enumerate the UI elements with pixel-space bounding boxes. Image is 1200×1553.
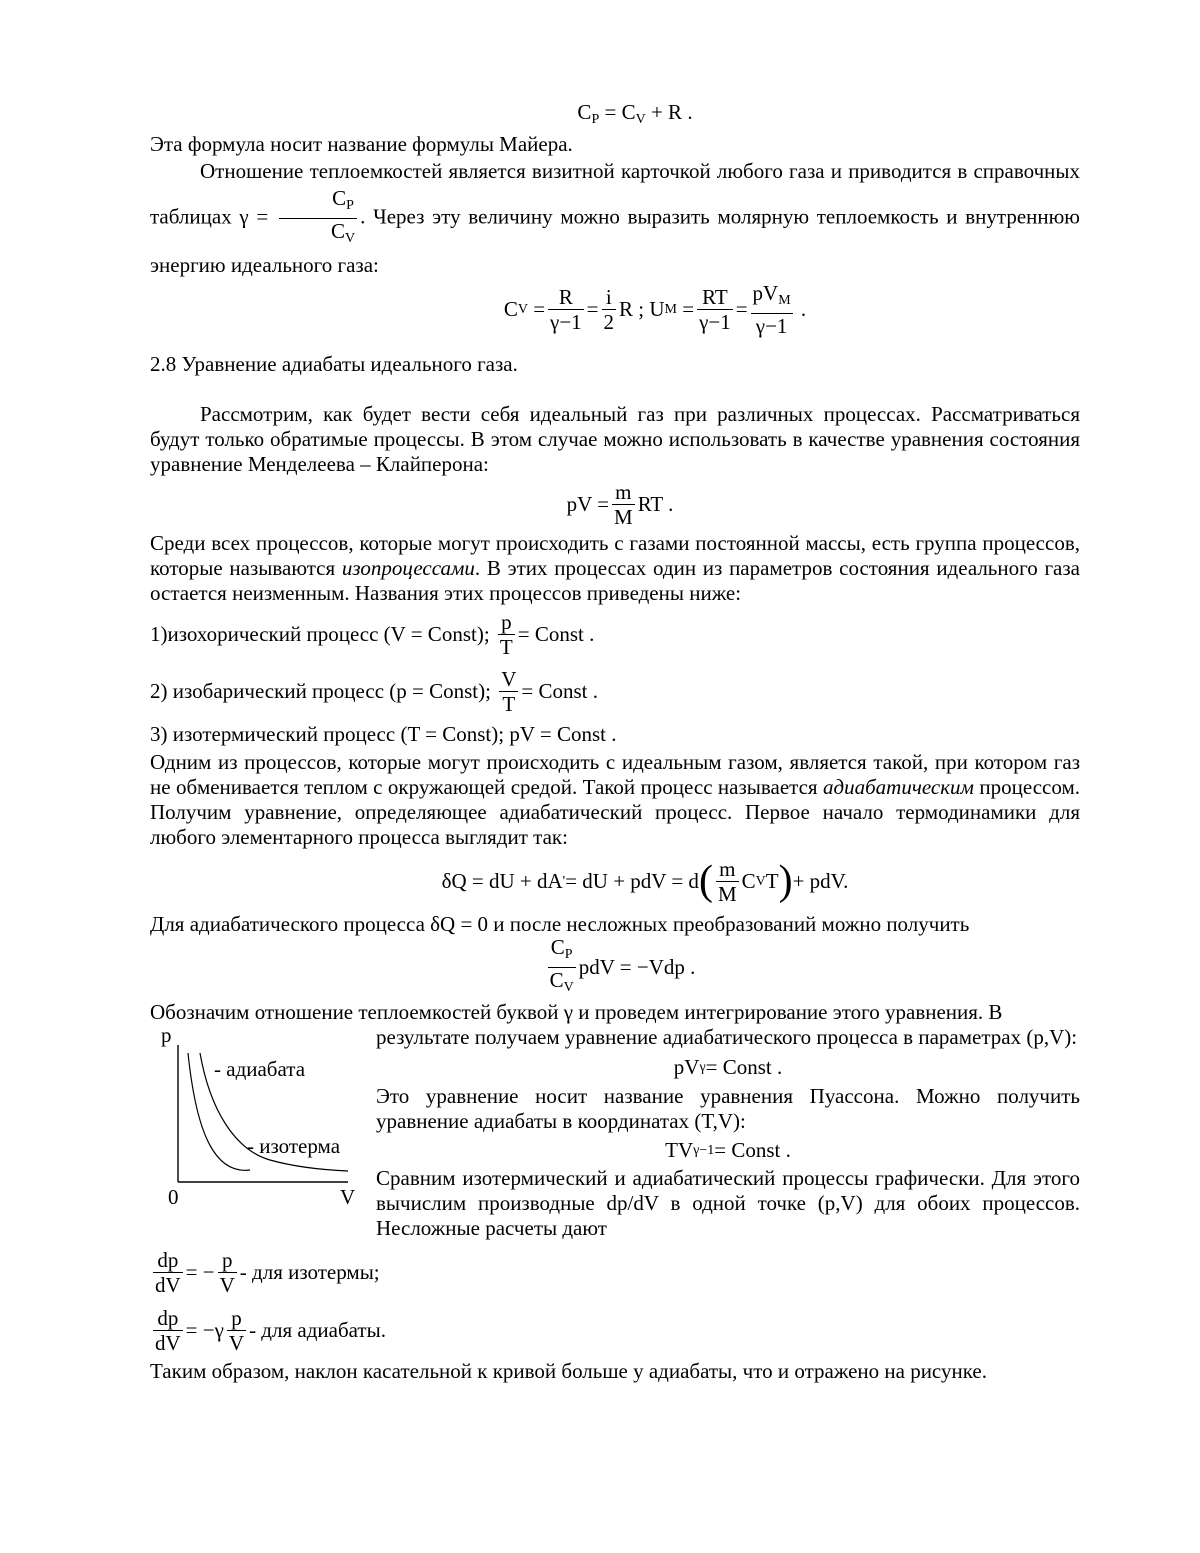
isothermal-line: 3) изотермический процесс (T = Const); pV = Const .: [150, 722, 617, 746]
adiabatic-paragraph: Одним из процессов, которые могут происходить с идеальным газом, является такой, при котором газ не обменивается теплом с окружающей средой. Такой процесс называется адиабатическим процессом. Получим уравнение, определяющее адиабатический процесс. Первое начало термодинамики для любого элементарного процесса выглядит так:: [150, 750, 1080, 849]
mayer-paragraph: Эта формула носит название формулы Майера.: [150, 132, 573, 156]
figure-row: [150, 1025, 1080, 1241]
tv-equation: TV γ−1 = Const .: [665, 1137, 791, 1162]
final-paragraph: Таким образом, наклон касательной к кривой больше у адиабаты, что и отражено на рисунке.: [150, 1359, 987, 1383]
isotherm-label: - изотерма: [247, 1134, 341, 1158]
poisson-paragraph: Это уравнение носит название уравнения Пуассона. Можно получить уравнение адиабаты в координатах (T,V):: [376, 1084, 1080, 1133]
isochoric-line: 1)изохорический процесс (V = Const); $\frac{p}{T}$ = Const .: [150, 610, 595, 659]
origin-label: 0: [168, 1185, 179, 1209]
v-axis-label: V: [340, 1185, 356, 1209]
poisson-equation: pV γ = Const .: [673, 1054, 783, 1079]
isoprocess-paragraph: Среди всех процессов, которые могут происходить с газами постоянной массы, есть группа процессов, которые называются изопроцессами. В этих процессах один из параметров состояния идеального газа остается неизменным. Названия этих процессов приведены ниже:: [150, 531, 1080, 605]
gamma-integration-paragraph: Обозначим отношение теплоемкостей буквой γ и проведем интегрирование этого уравнения. В: [150, 1000, 1003, 1024]
mendeleev-equation: pV = $\frac{m}{M}$ RT .: [566, 479, 674, 529]
pv-figure: [150, 1025, 376, 1215]
page-content: [150, 100, 1080, 1384]
p-axis-label: p: [161, 1023, 172, 1047]
section-title: 2.8 Уравнение адиабаты идеального газа.: [150, 352, 518, 376]
isotherm-derivative: $\frac{dp}{dV}$ = − $\frac{p}{V}$ - для изотермы;: [155, 1247, 380, 1297]
adiabat-derivative: $\frac{dp}{dV}$ = −γ $\frac{p}{V}$ - для адиабаты.: [155, 1305, 386, 1355]
first-law-equation: δQ = dU + dA ' = dU + pdV = d ( $\frac{m}{M}$ C V T ) + pdV.: [441, 856, 849, 906]
result-paragraph: результате получаем уравнение адиабатического процесса в параметрах (p,V):: [376, 1025, 1078, 1049]
adiabat-label: - адиабата: [214, 1057, 306, 1081]
isobaric-line: 2) изобарический процесс (p = Const); $\frac{V}{T}$ = Const .: [150, 667, 598, 716]
differential-equation: $\frac{C_P}{C_V}$ pdV = −Vdp .: [549, 934, 696, 995]
after-paragraph: Для адиабатического процесса δQ = 0 и после несложных преобразований можно получить: [150, 912, 970, 936]
consider-paragraph: Рассмотрим, как будет вести себя идеальный газ при различных процессах. Рассматриваться будут только обратимые процессы. В этом случае можно использовать в качестве уравнения состояния уравнение Менделеева – Клайперона:: [150, 402, 1080, 476]
right-column: [376, 1025, 1080, 1241]
gamma-paragraph: Отношение теплоемкостей является визитной карточкой любого газа и приводится в справочных таблицах γ = $\frac{C_P}{C_V}$ . Через эту величину можно выразить молярную теплоемкость и внутреннюю энергию идеального газа:: [150, 159, 1080, 277]
compare-paragraph: Сравним изотермический и адиабатический процессы графически. Для этого вычислим производные dp/dV в одной точке (p,V) для обоих процессов. Несложные расчеты дают: [376, 1166, 1080, 1240]
gamma-fraction: $\frac{C_P}{C_V}$: [279, 186, 357, 251]
mayer-equation: $C_P = C_V + R$ .: [577, 100, 693, 127]
cv-um-equation: C V = $\frac{R}{\gamma-1}$ = $\frac{i}{2}$ R ; U M = $\frac{RT}{\gamma-1}$ = $\frac{pV_M}{\gamma-1}$ .: [503, 280, 807, 338]
